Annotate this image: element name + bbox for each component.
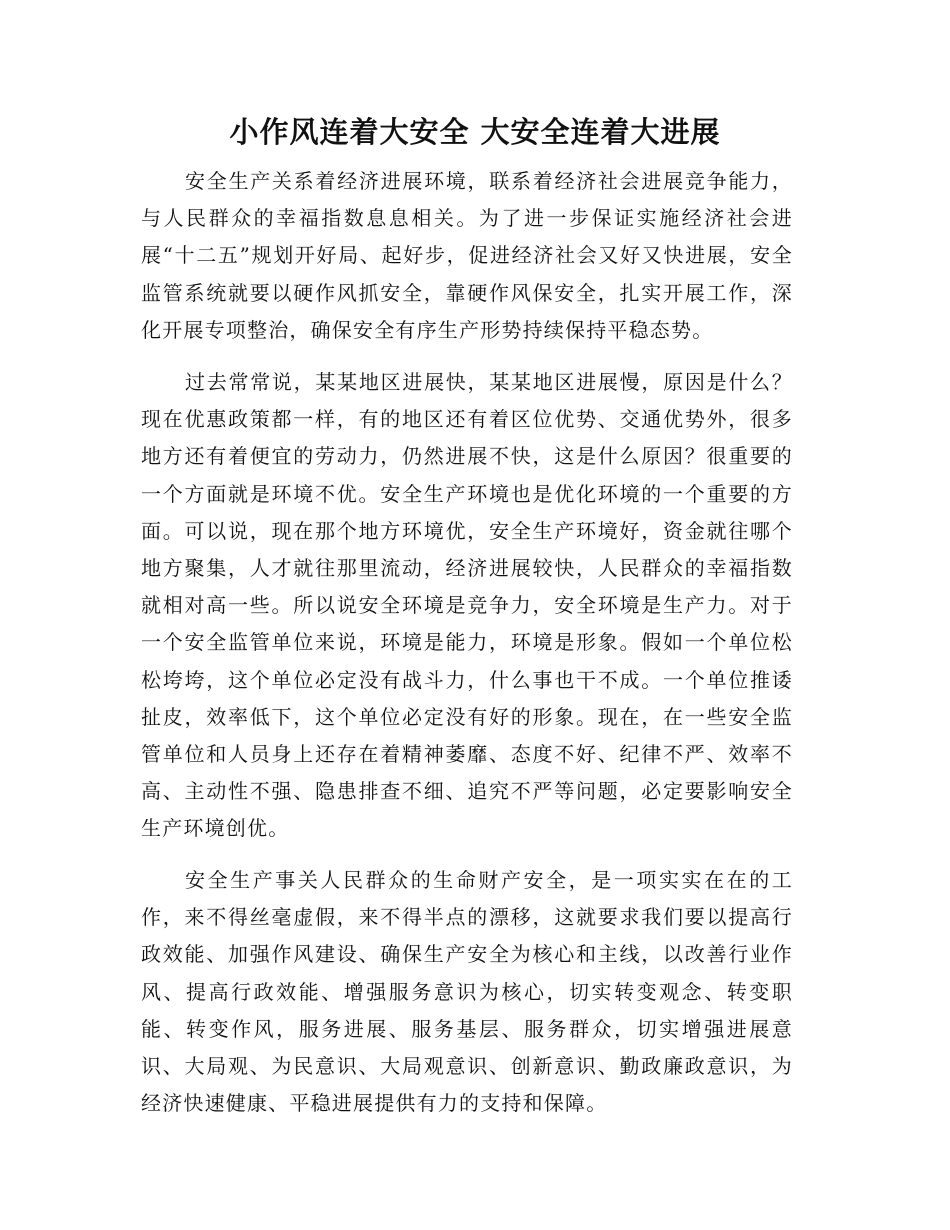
paragraph-2: 过去常常说，某某地区进展快，某某地区进展慢，原因是什么？现在优惠政策都一样，有的地区还有着区位优势、交通优势外，很多地方还有着便宜的劳动力，仍然进展不快，这是什么原因？很重要的一个方面就是环境不优。安全生产环境也是优化环境的一个重要的方面。可以说，现在那个地方环境优，安全生产环境好，资金就往哪个地方聚集，人才就往那里流动，经济进展较快，人民群众的幸福指数就相对高一些。所以说安全环境是竞争力，安全环境是生产力。对于一个安全监管单位来说，环境是能力，环境是形象。假如一个单位松松垮垮，这个单位必定没有战斗力，什么事也干不成。一个单位推诿扯皮，效率低下，这个单位必定没有好的形象。现在，在一些安全监管单位和人员身上还存在着精神萎靡、态度不好、纪律不严、效率不高、主动性不强、隐患排查不细、追究不严等问题，必定要影响安全生产环境创优。 (141, 370, 793, 841)
document-title: 小作风连着大安全 大安全连着大进展 (229, 115, 721, 149)
paragraph-1: 安全生产关系着经济进展环境，联系着经济社会进展竞争能力，与人民群众的幸福指数息息相关。为了进一步保证实施经济社会进展“十二五”规划开好局、起好步，促进经济社会又好又快进展，安全监管系统就要以硬作风抓安全，靠硬作风保安全，扎实开展工作，深化开展专项整治，确保安全有序生产形势持续保持平稳态势。 (141, 169, 793, 342)
paragraph-3: 安全生产事关人民群众的生命财产安全，是一项实实在在的工作，来不得丝毫虚假，来不得半点的漂移，这就要求我们要以提高行政效能、加强作风建设、确保生产安全为核心和主线，以改善行业作风、提高行政效能、增强服务意识为核心，切实转变观念、转变职能、转变作风，服务进展、服务基层、服务群众，切实增强进展意识、大局观、为民意识、大局观意识、创新意识、勤政廉政意识，为经济快速健康、平稳进展提供有力的支持和保障。 (141, 868, 793, 1116)
